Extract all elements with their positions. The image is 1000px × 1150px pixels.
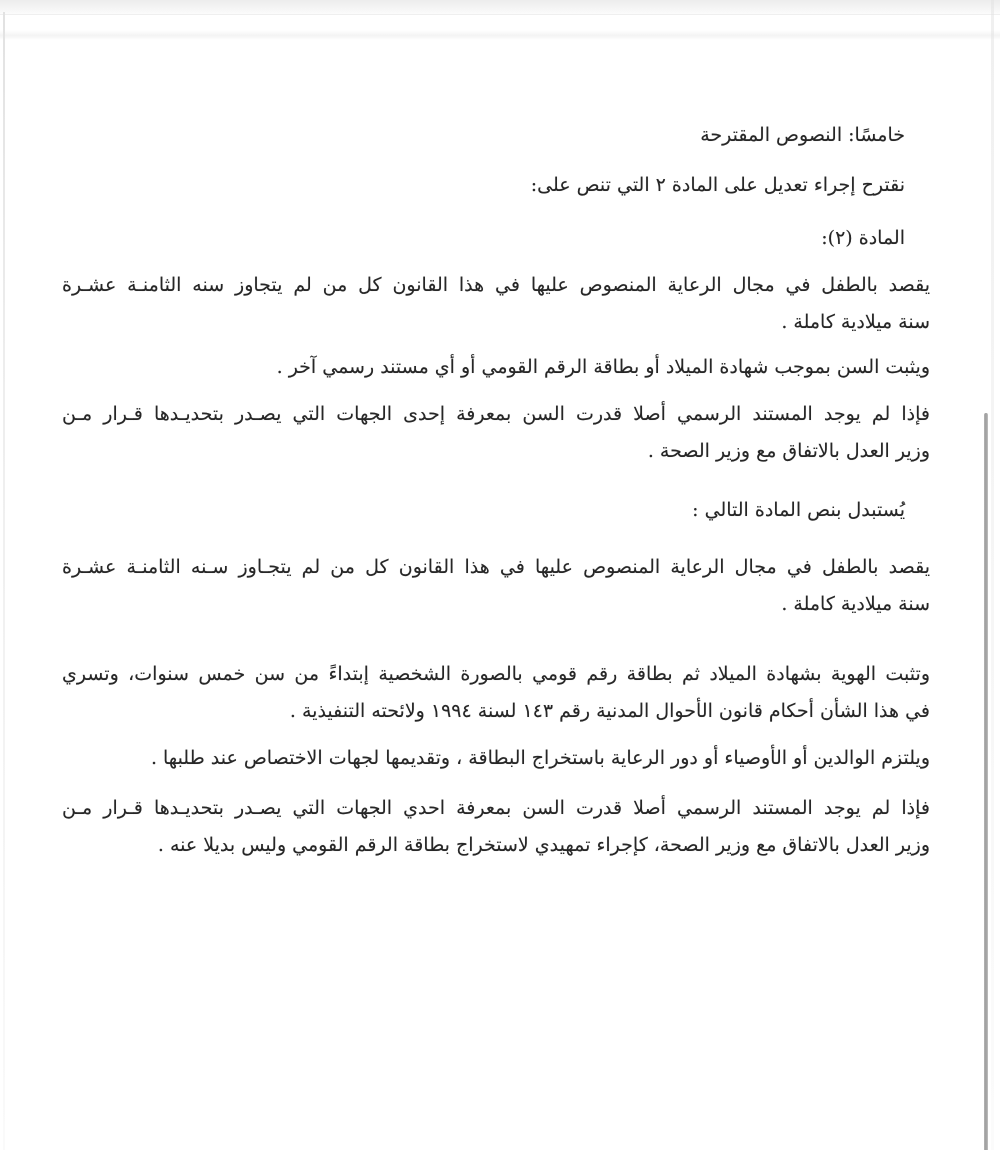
document-text-area [62, 120, 930, 864]
proposed-identity-line-2: في هذا الشأن أحكام قانون الأحوال المدنية رقم ١٤٣ لسنة ١٩٩٤ ولائحته التنفيذية . [289, 700, 930, 722]
scan-left-page-edge [3, 12, 5, 1150]
current-text-age-proof-paragraph [62, 349, 930, 386]
current-definition-line-2: سنة ميلادية كاملة . [781, 311, 930, 333]
current-age-proof-line: ويثبت السن بموجب شهادة الميلاد أو بطاقة الرقم القومي أو أي مستند رسمي آخر . [276, 356, 930, 378]
replacement-heading: يُستبدل بنص المادة التالي : [692, 499, 905, 521]
current-text-definition-paragraph [62, 267, 930, 341]
proposed-text-definition-paragraph [62, 549, 930, 623]
scan-top-edge [0, 0, 1000, 15]
proposed-definition-line-1: يقصد بالطفل في مجال الرعاية المنصوص عليها في هذا القانون كل من لم يتجـاوز سـنه الثامنـة عشـرة [62, 556, 930, 578]
proposed-no-document-line-1: فإذا لم يوجد المستند الرسمي أصلا قدرت السن بمعرفة احدي الجهات التي يصـدر بتحديـدها قـرار مـن [62, 797, 930, 819]
scan-top-smudge [0, 30, 1000, 40]
amendment-intro-line: نقترح إجراء تعديل على المادة ٢ التي تنص على: [530, 174, 905, 196]
current-text-no-document-paragraph [62, 396, 930, 470]
current-definition-line-1: يقصد بالطفل في مجال الرعاية المنصوص عليها في هذا القانون كل من لم يتجاوز سنه الثامنـة عشـرة [62, 274, 930, 296]
section-heading: خامسًا: النصوص المقترحة [700, 124, 905, 146]
proposed-text-no-document-paragraph [62, 790, 930, 864]
scan-right-page-edge [984, 413, 988, 1150]
article-2-heading: المادة (٢): [821, 227, 905, 249]
current-no-document-line-2: وزير العدل بالاتفاق مع وزير الصحة . [647, 440, 930, 462]
proposed-definition-line-2: سنة ميلادية كاملة . [781, 593, 930, 615]
scan-right-soft-shadow [991, 0, 994, 1150]
proposed-obligation-line: ويلتزم الوالدين أو الأوصياء أو دور الرعاية باستخراج البطاقة ، وتقديمها لجهات الاختصاص عند طلبها . [150, 747, 930, 769]
proposed-no-document-line-2: وزير العدل بالاتفاق مع وزير الصحة، كإجراء تمهيدي لاستخراج بطاقة الرقم القومي وليس بديلا عنه . [157, 834, 930, 856]
proposed-identity-line-1: وتثبت الهوية بشهادة الميلاد ثم بطاقة رقم قومي بالصورة الشخصية إبتداءً من سن خمس سنوات، وتسري [62, 663, 930, 685]
proposed-text-identity-paragraph [62, 656, 930, 730]
proposed-text-obligation-paragraph [62, 740, 930, 777]
current-no-document-line-1: فإذا لم يوجد المستند الرسمي أصلا قدرت السن بمعرفة إحدى الجهات التي يصـدر بتحديـدها قـرار مـن [62, 403, 930, 425]
